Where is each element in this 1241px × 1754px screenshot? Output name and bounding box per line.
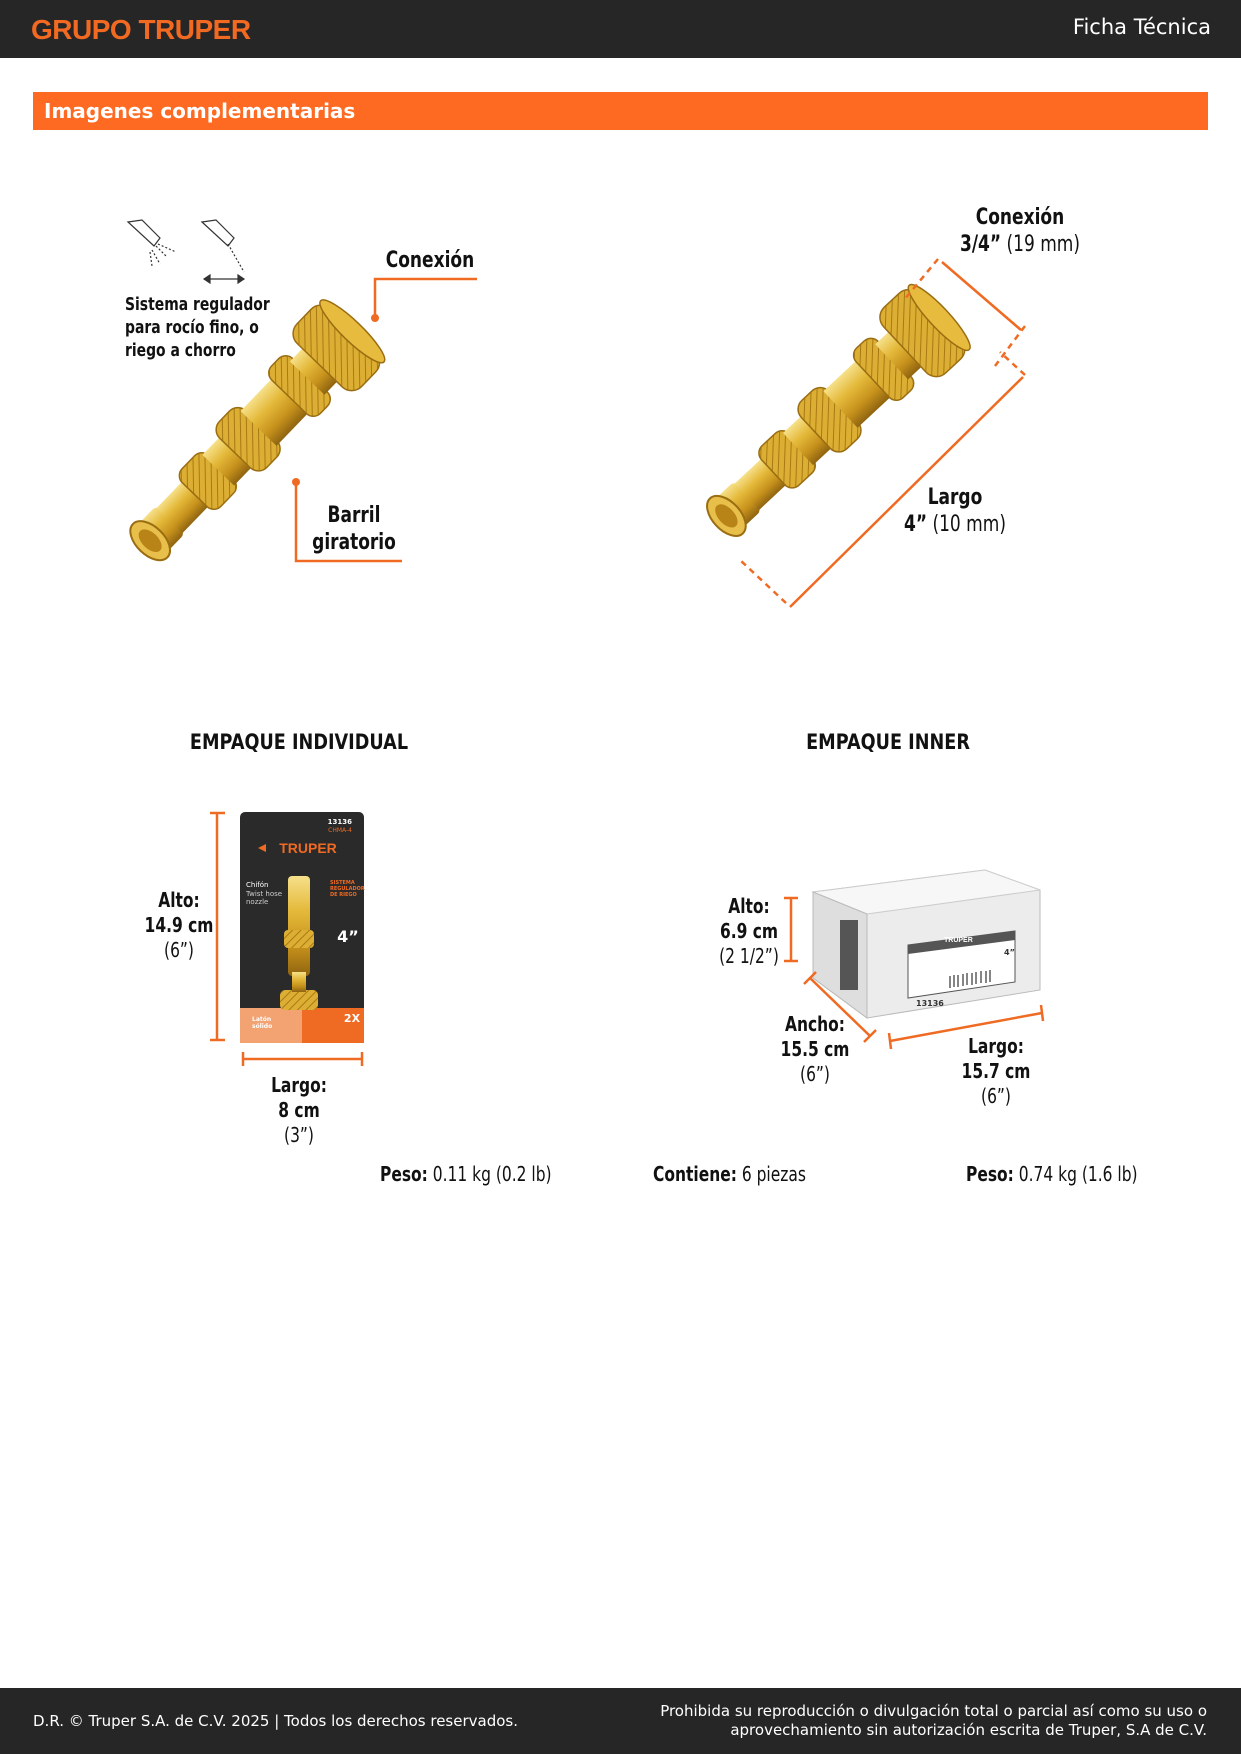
right-connection-metric: (19 mm)	[1006, 232, 1081, 257]
connection-callout-line	[375, 279, 477, 318]
connection-callout-dot	[371, 314, 379, 322]
card-brand: TRUPER	[279, 840, 337, 856]
inner-ancho-in: (6”)	[800, 1062, 830, 1086]
box-size: 4”	[1004, 948, 1015, 957]
inner-largo-cm: 15.7 cm	[961, 1059, 1031, 1083]
box-code: 13136	[916, 999, 944, 1008]
card-material-1: Latón	[252, 1016, 272, 1023]
right-length-metric: (10 mm)	[932, 512, 1006, 537]
card-code: 13136	[327, 818, 352, 826]
inner-weight-label: Peso:	[966, 1162, 1014, 1186]
footer	[0, 1688, 1241, 1754]
individual-height-label	[136, 888, 222, 963]
card-name-en-1: Twist hose	[246, 890, 283, 898]
individual-weight	[380, 1162, 552, 1187]
card-name-en-2: nozzle	[246, 898, 269, 906]
inner-alto-cm: 6.9 cm	[719, 919, 779, 943]
individual-weight-label: Peso:	[380, 1162, 428, 1186]
card-feature-3: DE RIEGO	[330, 892, 357, 898]
inner-heading: EMPAQUE INNER	[806, 730, 970, 754]
footer-disclaimer-line-1: Prohibida su reproducción o divulgación total o parcial así como su uso o	[660, 1702, 1207, 1720]
individual-heading: EMPAQUE INDIVIDUAL	[189, 730, 409, 754]
inner-largo-in: (6”)	[981, 1084, 1011, 1108]
card-name-es: Chifón	[246, 881, 269, 889]
card-feature-2: REGULADOR	[330, 886, 365, 892]
individual-weight-value: 0.11 kg (0.2 lb)	[432, 1162, 552, 1186]
individual-alto-in: (6”)	[164, 938, 194, 962]
right-connection-value: 3/4”	[959, 232, 1002, 257]
card-badge: 2X	[343, 1012, 361, 1025]
connection-label: Conexión	[385, 248, 475, 273]
inner-ancho-title: Ancho:	[784, 1012, 846, 1036]
inner-contents-label: Contiene:	[653, 1162, 737, 1186]
card-material-2: sólido	[252, 1023, 273, 1030]
regulator-note-line-2: para rocío fino, o	[125, 317, 259, 338]
right-length-value: 4”	[904, 512, 928, 537]
inner-ancho-cm: 15.5 cm	[780, 1037, 850, 1061]
right-connection-label	[934, 204, 1106, 258]
regulator-note-line-1: Sistema regulador	[125, 294, 270, 315]
individual-largo-cm: 8 cm	[278, 1098, 320, 1122]
individual-alto-title: Alto:	[158, 888, 200, 912]
inner-width-label	[772, 1012, 858, 1087]
section-title: Imagenes complementarias	[44, 99, 356, 123]
inner-alto-in: (2 1/2”)	[719, 944, 779, 968]
barrel-label	[304, 502, 404, 556]
right-length-label	[869, 484, 1041, 538]
footer-copyright: D.R. © Truper S.A. de C.V. 2025 | Todos los derechos reservados.	[33, 1712, 518, 1730]
inner-contents-value: 6 piezas	[741, 1162, 806, 1186]
regulator-note-line-3: riego a chorro	[125, 340, 236, 361]
inner-contents	[653, 1162, 806, 1187]
individual-largo-in: (3”)	[284, 1123, 314, 1147]
regulator-note	[125, 293, 270, 362]
individual-largo-title: Largo:	[271, 1073, 327, 1097]
card-model: CHMA-4	[328, 827, 352, 834]
footer-disclaimer-line-2: aprovechamiento sin autorización escrita de Truper, S.A de C.V.	[730, 1721, 1207, 1739]
inner-weight	[966, 1162, 1138, 1187]
inner-alto-title: Alto:	[728, 894, 770, 918]
card-size: 4”	[337, 927, 359, 946]
box-brand: TRUPER	[944, 937, 973, 944]
individual-alto-cm: 14.9 cm	[144, 913, 214, 937]
individual-length-line	[243, 1052, 362, 1066]
inner-box-image	[813, 870, 1040, 1018]
right-length-title: Largo	[927, 485, 983, 510]
right-connection-title: Conexión	[975, 205, 1065, 230]
inner-length-label	[953, 1034, 1039, 1109]
barrel-label-line-2: giratorio	[312, 530, 396, 555]
spray-regulator-icon	[128, 220, 244, 283]
inner-height-label	[706, 894, 792, 969]
footer-disclaimer	[660, 1702, 1207, 1740]
document-title: Ficha Técnica	[1072, 15, 1211, 39]
inner-largo-title: Largo:	[968, 1034, 1024, 1058]
card-feature-1: SISTEMA	[330, 880, 355, 886]
individual-length-label	[256, 1073, 342, 1148]
brand-logo: GRUPO TRUPER	[31, 14, 251, 45]
inner-weight-value: 0.74 kg (1.6 lb)	[1018, 1162, 1138, 1186]
barrel-label-line-1: Barril	[327, 503, 381, 528]
barrel-callout-dot	[292, 478, 300, 486]
